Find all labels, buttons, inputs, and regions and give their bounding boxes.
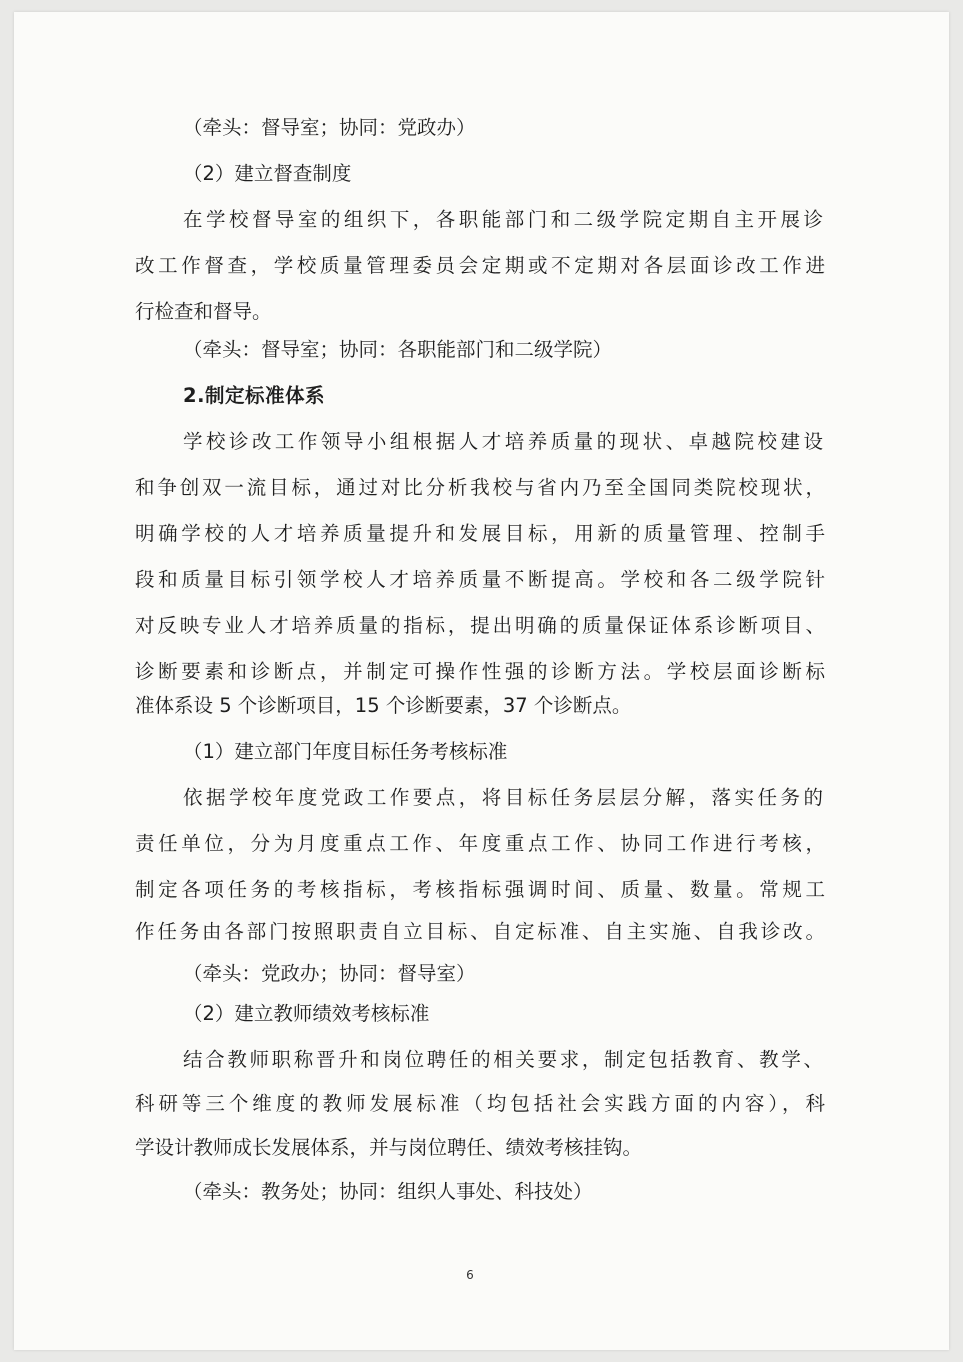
paragraph-line: 在学校督导室的组织下，各职能部门和二级学院定期自主开展诊 [183,208,823,231]
paragraph-line: 明确学校的人才培养质量提升和发展目标，用新的质量管理、控制手 [135,522,825,545]
lead-note-1: （牵头：督导室；协同：党政办） [183,116,476,139]
lead-note-3: （牵头：党政办；协同：督导室） [183,962,476,985]
subheading-department-targets: （1）建立部门年度目标任务考核标准 [183,740,508,763]
paragraph-line: 作任务由各部门按照职责自立目标、自定标准、自主实施、自我诊改。 [135,920,825,943]
paragraph-line: 段和质量目标引领学校人才培养质量不断提高。学校和各二级学院针 [135,568,825,591]
paragraph-line: 学设计教师成长发展体系，并与岗位聘任、绩效考核挂钩。 [135,1136,643,1159]
paragraph-line: 诊断要素和诊断点，并制定可操作性强的诊断方法。学校层面诊断标 [135,660,825,683]
section-heading-standards: 2.制定标准体系 [183,384,325,407]
page-number: 6 [466,1268,474,1282]
paragraph-line: 制定各项任务的考核指标，考核指标强调时间、质量、数量。常规工 [135,878,825,901]
paragraph-line: 科研等三个维度的教师发展标准（均包括社会实践方面的内容），科 [135,1092,825,1115]
paragraph-line: 准体系设 5 个诊断项目，15 个诊断要素，37 个诊断点。 [135,694,632,717]
subheading-supervision-system: （2）建立督查制度 [183,162,352,185]
paragraph-line: 行检查和督导。 [135,300,272,323]
paragraph-line: 学校诊改工作领导小组根据人才培养质量的现状、卓越院校建设 [183,430,823,453]
paragraph-line: 依据学校年度党政工作要点，将目标任务层层分解，落实任务的 [183,786,823,809]
paragraph-line: 责任单位，分为月度重点工作、年度重点工作、协同工作进行考核， [135,832,825,855]
paragraph-line: 和争创双一流目标，通过对比分析我校与省内乃至全国同类院校现状， [135,476,825,499]
paragraph-line: 对反映专业人才培养质量的指标，提出明确的质量保证体系诊断项目、 [135,614,825,637]
paragraph-line: 结合教师职称晋升和岗位聘任的相关要求，制定包括教育、教学、 [183,1048,823,1071]
lead-note-2: （牵头：督导室；协同：各职能部门和二级学院） [183,338,613,361]
paragraph-line: 改工作督查，学校质量管理委员会定期或不定期对各层面诊改工作进 [135,254,825,277]
lead-note-4: （牵头：教务处；协同：组织人事处、科技处） [183,1180,593,1203]
subheading-teacher-performance: （2）建立教师绩效考核标准 [183,1002,430,1025]
